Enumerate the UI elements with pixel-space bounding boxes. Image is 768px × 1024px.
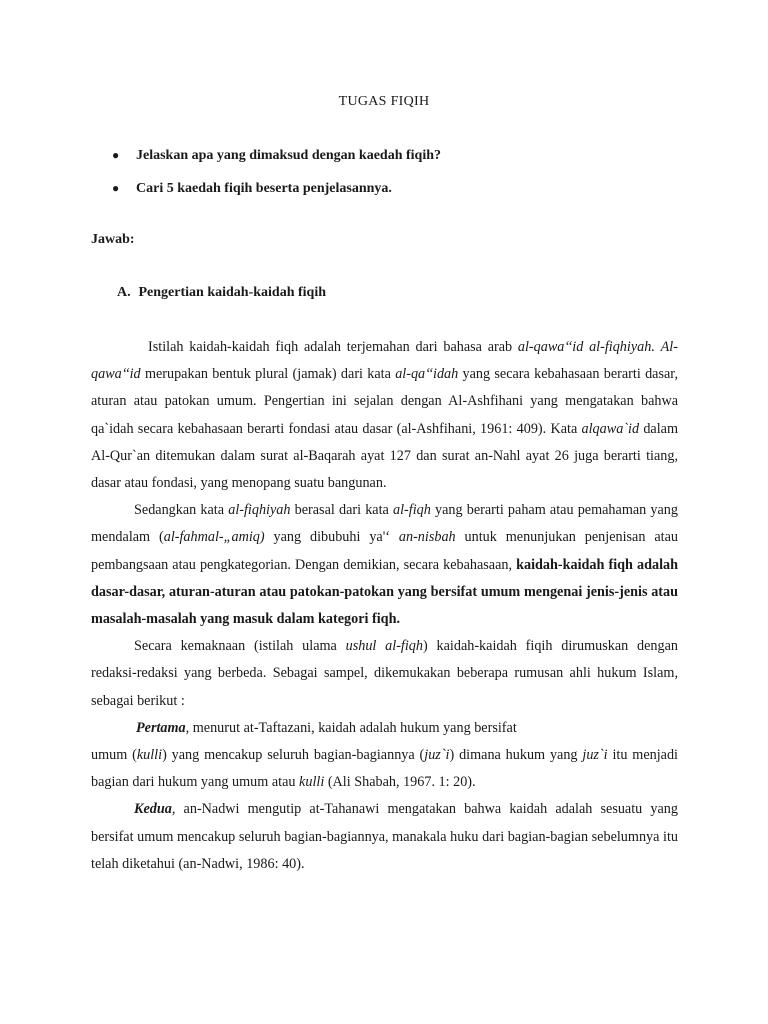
text-run: Sedangkan kata xyxy=(134,502,229,519)
paragraph-pertama xyxy=(91,742,678,796)
bold-italic-term: Pertama xyxy=(136,719,186,736)
document-title: TUGAS FIQIH xyxy=(338,94,430,109)
italic-term: kulli xyxy=(299,774,325,791)
text-run: untuk menunjukan penjenisan atau pembangsaan atau pengkategorian. Dengan demikian, secara kebahasaan, xyxy=(91,529,678,573)
text-run: umum ( xyxy=(91,747,137,764)
italic-term: an-nisbah xyxy=(398,529,456,546)
bold-italic-term: Kedua xyxy=(134,801,172,818)
paragraph-fiqhiyah xyxy=(91,497,678,633)
section-letter: A. xyxy=(117,285,131,300)
bullet-icon: ● xyxy=(112,181,120,195)
question-item xyxy=(112,148,692,181)
text-run: yang dibubuhi ya'‘ xyxy=(264,529,399,546)
text-run: yang secara kebahasaan berarti dasar, aturan atau patokan umum. Pengertian ini sejalan dengan Al-Ashfihani yang mengatakan bahwa qa`idah secara kebahasaan berarti fondasi atau dasar (al-Ashfihani, 1961: 409). Kata xyxy=(91,366,678,437)
answer-label: Jawab: xyxy=(91,232,135,247)
italic-term: kulli xyxy=(136,747,163,764)
italic-term: al-fahmal-„amiq) xyxy=(163,529,265,546)
text-run: merupakan bentuk plural (jamak) dari kata xyxy=(140,366,396,383)
italic-term: ushul al-fiqh xyxy=(345,638,423,655)
text-run: Istilah kaidah-kaidah fiqh adalah terjemahan dari bahasa arab xyxy=(148,339,518,355)
text-run: (Ali Shabah, 1967. 1: 20). xyxy=(324,774,476,791)
question-text: Jelaskan apa yang dimaksud dengan kaedah fiqih? xyxy=(136,148,441,163)
italic-term: al-fiqh xyxy=(393,502,431,519)
question-text: Cari 5 kaedah fiqih beserta penjelasannya. xyxy=(136,181,392,196)
question-item xyxy=(112,181,692,214)
bold-definition: kaidah-kaidah fiqh adalah dasar-dasar, aturan-aturan atau patokan-patokan yang bersifat umum mengenai jenis-jenis atau masalah-masalah yang masuk dalam kategori fiqh. xyxy=(91,556,678,628)
italic-term: alqawa`id xyxy=(581,420,640,437)
text-run: , menurut at-Taftazani, kaidah adalah hukum yang bersifat xyxy=(185,719,517,736)
paragraph-pertama-lead xyxy=(91,715,678,742)
text-run: ) yang mencakup seluruh bagian-bagiannya ( xyxy=(162,747,425,764)
text-run: itu menjadi bagian dari hukum yang umum atau xyxy=(91,747,678,791)
paragraph-terminology xyxy=(91,633,678,715)
text-run: , an-Nadwi mengutip at-Tahanawi mengatakan bahwa kaidah adalah sesuatu yang bersifat umum mencakup seluruh bagian-bagiannya, manakala huku dari bagian-bagian sebelumnya itu telah diketahui (an-Nadwi, 1986: 40). xyxy=(91,801,678,872)
italic-term: al-qawa‘‘id al-fiqhiyah. xyxy=(517,339,655,355)
body-text xyxy=(91,334,678,878)
question-list xyxy=(112,148,692,214)
paragraph-kedua xyxy=(91,796,678,878)
text-run: ) dimana hukum yang xyxy=(449,747,583,764)
section-heading xyxy=(117,285,326,301)
italic-term: al-fiqhiyah xyxy=(228,502,291,519)
italic-term: Al-qawa‘‘id xyxy=(91,339,678,383)
italic-term: juz`i xyxy=(424,747,450,764)
bullet-icon: ● xyxy=(112,148,120,162)
text-run: yang berarti paham atau pemahaman yang mendalam ( xyxy=(91,502,678,546)
italic-term: al-qa‘‘idah xyxy=(395,366,459,383)
text-run: ) kaidah-kaidah fiqih dirumuskan dengan redaksi-redaksi yang berbeda. Sebagai sampel, dikemukakan beberapa rumusan ahli hukum Islam, sebagai berikut : xyxy=(91,638,678,709)
text-run: dalam Al-Qur`an ditemukan dalam surat al-Baqarah ayat 127 dan surat an-Nahl ayat 26 juga berarti tiang, dasar atau fondasi, yang menopang suatu bangunan. xyxy=(91,420,678,492)
text-run: berasal dari kata xyxy=(290,502,393,519)
italic-term: juz`i xyxy=(582,747,608,764)
section-title: Pengertian kaidah-kaidah fiqih xyxy=(138,285,326,300)
text-run: Secara kemaknaan (istilah ulama xyxy=(134,638,346,655)
paragraph-definition xyxy=(91,334,678,497)
